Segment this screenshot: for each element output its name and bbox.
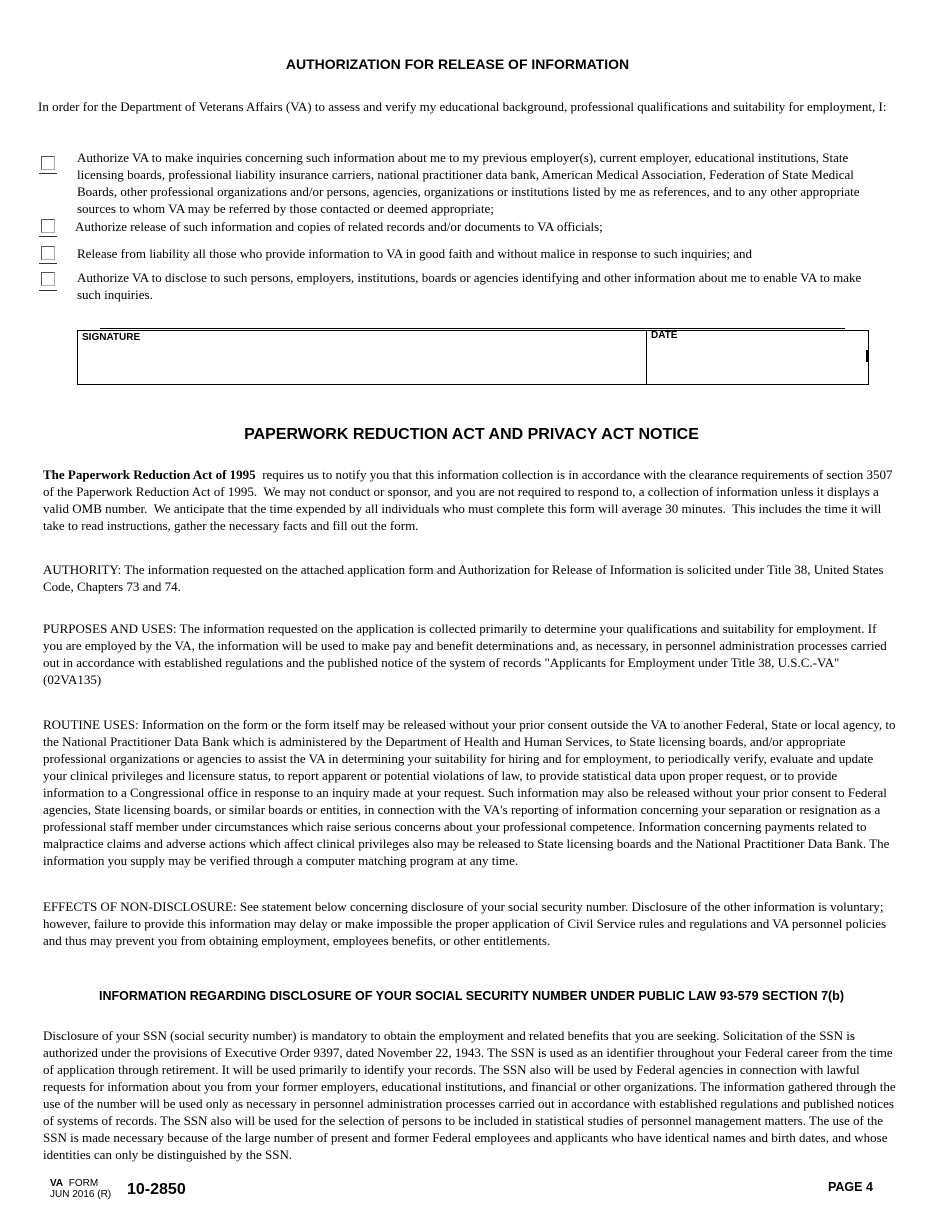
checkbox-underline [39, 173, 57, 174]
non-disclosure-paragraph: EFFECTS OF NON-DISCLOSURE: See statement below concerning disclosure of your social security number. Disclosure of the other information is voluntary; however, failure to provide this information may delay or make impossible the proper application of Civil Service rules and regulations and VA personnel policies and thus may prevent you from obtaining employment, employees benefits, or other entitlements. [43, 899, 887, 948]
authorization-item-inquiries: Authorize VA to make inquiries concerning such information about me to my previous employer(s), current employer, educational institutions, State licensing boards, professional liability insurance carriers, national practitioner data bank, American Medical Association, Federation of State Medical Boards, other professional organizations and/or persons, agencies, organizations or institutions listed by me as references, and to any other appropriate sources to whom VA may be referred by those contacted or deemed appropriate; [77, 150, 860, 216]
checkbox-release-liability[interactable] [41, 246, 55, 260]
authorization-item-liability: Release from liability all those who provide information to VA in good faith and without malice in response to such inquiries; and [77, 246, 753, 261]
page-number: PAGE 4 [828, 1180, 873, 1194]
paperwork-reduction-text: requires us to notify you that this information collection is in accordance with the clearance requirements of section 3507 of the Paperwork Reduction Act of 1995. We may not conduct or sponsor, and you are not required to respond to, a collection of information unless it displays a valid OMB number. We anticipate that the time expended by all individuals who must complete this form will average 30 minutes. This includes the time it will take to read instructions, gather the necessary facts and fill out the form. [43, 467, 896, 533]
ssn-paragraph: Disclosure of your SSN (social security number) is mandatory to obtain the employment and related benefits that you are seeking. Solicitation of the SSN is authorized under the provisions of Executive Order 9397, dated November 22, 1943. The SSN is used as an identifier throughout your Federal career from the time of application through retirement. It will be used primarily to identify your records. The SSN also will be used by Federal agencies in connection with lawful requests for information about you from your former employers, educational institutions, and financial or other organizations. The information gathered through the use of the number will be used only as necessary in personnel administration processes carried out in accordance with established regulations and published notices of systems of records. The SSN also will be used for the selection of persons to be included in statistical studies of personnel management matters. The use of the SSN is made necessary because of the large number of present and former Federal employees and applicants who have identical names and birth dates, and whose identities can only be distinguished by the SSN. [43, 1028, 896, 1162]
intro-text: In order for the Department of Veterans Affairs (VA) to assess and verify my educational background, professional qualifications and suitability for employment, I: [38, 99, 887, 114]
paperwork-reduction-paragraph [43, 466, 899, 534]
checkbox-authorize-disclose[interactable] [41, 272, 55, 286]
footer-va: VA [50, 1178, 64, 1189]
signature-label: SIGNATURE [82, 332, 141, 343]
form-footer-left [50, 1178, 111, 1200]
date-field[interactable] [647, 330, 869, 385]
authorization-title: AUTHORIZATION FOR RELEASE OF INFORMATION [285, 56, 630, 72]
signature-field[interactable] [77, 330, 646, 385]
authorization-item-release: Authorize release of such information and copies of related records and/or documents to VA officials; [75, 219, 603, 234]
form-number: 10-2850 [127, 1181, 186, 1198]
paperwork-reduction-lead: The Paperwork Reduction Act of 1995 [43, 467, 256, 482]
date-field-mark [866, 350, 868, 362]
ssn-title: INFORMATION REGARDING DISCLOSURE OF YOUR SOCIAL SECURITY NUMBER UNDER PUBLIC LAW 93-579 SECTION 7(b) [99, 989, 844, 1003]
authority-paragraph: AUTHORITY: The information requested on the attached application form and Authorization for Release of Information is solicited under Title 38, United States Code, Chapters 73 and 74. [43, 562, 884, 594]
checkbox-underline [39, 290, 57, 291]
checkbox-authorize-release[interactable] [41, 219, 55, 233]
date-label: DATE [651, 330, 678, 341]
authorization-item-disclose: Authorize VA to disclose to such persons, employers, institutions, boards or agencies identifying and other information about me to enable VA to make such inquiries. [77, 270, 862, 302]
signature-top-rule [100, 328, 845, 329]
purposes-paragraph: PURPOSES AND USES: The information requested on the application is collected primarily to determine your qualifications and suitability for employment. If you are employed by the VA, the information will be used to make pay and benefit determinations and, as necessary, in personnel administration processes carried out in accordance with established regulations and the published notice of the system of records "Applicants for Employment under Title 38, U.S.C.-VA" (02VA135) [43, 621, 887, 687]
routine-uses-paragraph: ROUTINE USES: Information on the form or the form itself may be released without your prior consent outside the VA to another Federal, State or local agency, to the National Practitioner Data Bank which is administered by the Department of Health and Human Services, to State licensing boards, and/or appropriate professional organizations or agencies to assist the VA in determining your suitability for hiring and for employment, to periodically verify, evaluate and update your clinical privileges and licensure status, to report apparent or potential violations of law, to provide statistical data upon proper request, or to provide information to a Congressional office in response to an inquiry made at your request. Such information may also be released without your prior consent to Federal agencies, State licensing boards, or similar boards or entities, in connection with the VA's reporting of information concerning your separation or resignation as a professional staff member under circumstances which raise serious concerns about your professional competence. Information concerning payments related to malpractice claims and adverse actions which affect clinical privileges also may be released to State licensing boards and the National Practitioner Data Bank. The information you supply may be verified through a computer matching program at any time. [43, 717, 896, 868]
checkbox-authorize-inquiries[interactable] [41, 156, 55, 170]
footer-form: FORM [68, 1178, 99, 1189]
notice-title: PAPERWORK REDUCTION ACT AND PRIVACY ACT NOTICE [244, 426, 699, 443]
checkbox-underline [39, 236, 57, 237]
footer-date: JUN 2016 (R) [50, 1189, 112, 1200]
checkbox-underline [39, 263, 57, 264]
